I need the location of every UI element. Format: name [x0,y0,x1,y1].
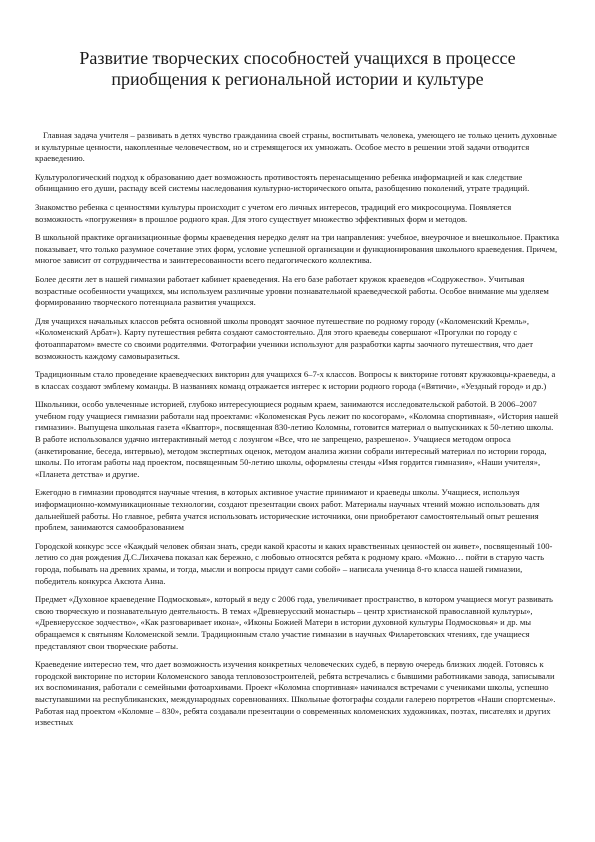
paragraph: Для учащихся начальных классов ребята основной школы проводят заочное путешествие по родному городу («Коломенский Кремль», «Коломенский Арбат»). Карту путешествия ребята создают самостоятельно. Для этого краеведы совершают «Прогулки по городу с фотоаппаратом» вместе со своими родителями. Фотографии ученики используют для разработки карты заочного путешествия, что дает возможность каждому самовыразиться. [35,315,533,361]
paragraph: Культурологический подход к образованию дает возможность противостоять перенасыщению ребенка информацией и как следствие обнищанию его души, распаду всей системы наследования культурно-исторического опыта, разобщению поколений, утрате традиций. [35,171,530,194]
paragraph: Главная задача учителя – развивать в детях чувство гражданина своей страны, воспитывать человека, умеющего не только ценить духовные и культурные ценности, накопленные человечеством, но и стремящегося их умножать. Особое место в решении этой задачи отводится краеведению. [35,130,557,164]
paragraph: Предмет «Духовное краеведение Подмосковья», который я веду с 2006 года, увеличивает пространство, в котором учащиеся могут развивать свою творческую и познавательную деятельность. В темах «Древнерусский монастырь – центр христианской православной культуры», «Древнерусское зодчество», «Как разговаривает икона», «Иконы Божией Матери в истории духовной культуры Подмосковья» и др. мы обращаемся к святыням Коломенской земли. Традиционным стало участие гимназии в научных Филаретовских чтениях, где учащиеся представляют свои творческие работы. [35,594,553,651]
paragraph: Более десяти лет в нашей гимназии работает кабинет краеведения. На его базе работает кружок краеведов «Содружество». Учитывая возрастные особенности учащихся, мы используем различные уровни познавательной краеведческой работы. Особое внимание мы уделяем формированию творческого потенциала развития учащихся. [35,273,549,308]
document-body [35,130,560,729]
paragraph: Традиционным стало проведение краеведческих викторин для учащихся 6–7-х классов. Вопросы к викторине готовят кружковцы-краеведы, а в классах создают эмблему команды. В названиях команд отражается интерес к истории родного города («Вятичи», «Уездный город» и др.) [35,369,556,391]
document-title: Развитие творческих способностей учащихся в процессе приобщения к региональной истории и культуре [79,48,516,89]
paragraph: Городской конкурс эссе «Каждый человек обязан знать, среди какой красоты и каких нравственных ценностей он живет», посвященный 100-летию со дня рождения Д.С.Лихачева показал как бережно, с любовью относятся ребята к родному краю. «Можно… пойти в старую часть города, побывать на древних храмы, и тогда, мысли и вопросы придут сами собой» – написала ученица 8-го класса нашей гимназии, победитель конкурса Аксюта Анна. [35,540,553,586]
paragraph: Знакомство ребенка с ценностями культуры происходит с учетом его личных интересов, традиций его микросоциума. Появляется возможность «погружения» в прошлое родного края. Для этого существует множество эффективных форм и методов. [35,201,512,224]
paragraph: В школьной практике организационные формы краеведения нередко делят на три направления: учебное, внеурочное и внешкольное. Практика показывает, что только разумное сочетание этих форм, условие успешной организации и функционирования школьного краеведения. Причем, многое зависит от сотрудничества и заинтересованности всего педагогического коллектива. [35,232,560,266]
paragraph: Школьники, особо увлеченные историей, глубоко интересующиеся родным краем, занимаются исследовательской работой. В 2006–2007 учебном году учащиеся гимназии работали над проектами: «Коломенская Русь лежит по косогорам», «Коломна спортивная», «История нашей гимназии». Выпущена школьная газета «Кваптор», посвященная 830-летию Коломны, готовится материал о выпускниках к 50-летию школы. В работе использовался удачно интерактивный метод с лозунгом «Все, что не запрещено, разрешено». Учащиеся методом опроса (анкетирование, беседа, интервью), методом экспертных оценок, методом анализа жизни собрали интересный материал по истории города, школы. По итогам работы над проектом, посвященным 50-летию школы, оформлены стенды «Имя гордится гимназия», «Наши учителя», «Планета детства» и другие. [35,399,559,479]
paragraph: Краеведение интересно тем, что дает возможность изучения конкретных человеческих судеб, в первую очередь близких людей. Готовясь к городской викторине по истории Коломенского завода тепловозостроителей, ребята встречались с бывшими работниками завода, записывали их воспоминания, работали с семейными фотоархивами. Проект «Коломна спортивная» начинался встречами с учениками школы, успешно выступавшими на республиканских, международных соревнованиях. Школьные фотографы создали галерею портретов «Наши спортсмены». Работая над проектом «Коломне – 830», ребята создавали презентации о современных коломенских художниках, поэтах, писателях и других известных [35,659,556,728]
paragraph: Ежегодно в гимназии проводятся научные чтения, в которых активное участие принимают и краеведы школы. Учащиеся, используя информационно-коммуникационные технологии, создают презентации своих работ. Материалы научных чтений можно использовать для дальнейшей работы. Но главное, ребята учатся использовать исторические источники, они приобретают самостоятельный опыт решения проблем, занимаются самообразованием [35,487,540,533]
